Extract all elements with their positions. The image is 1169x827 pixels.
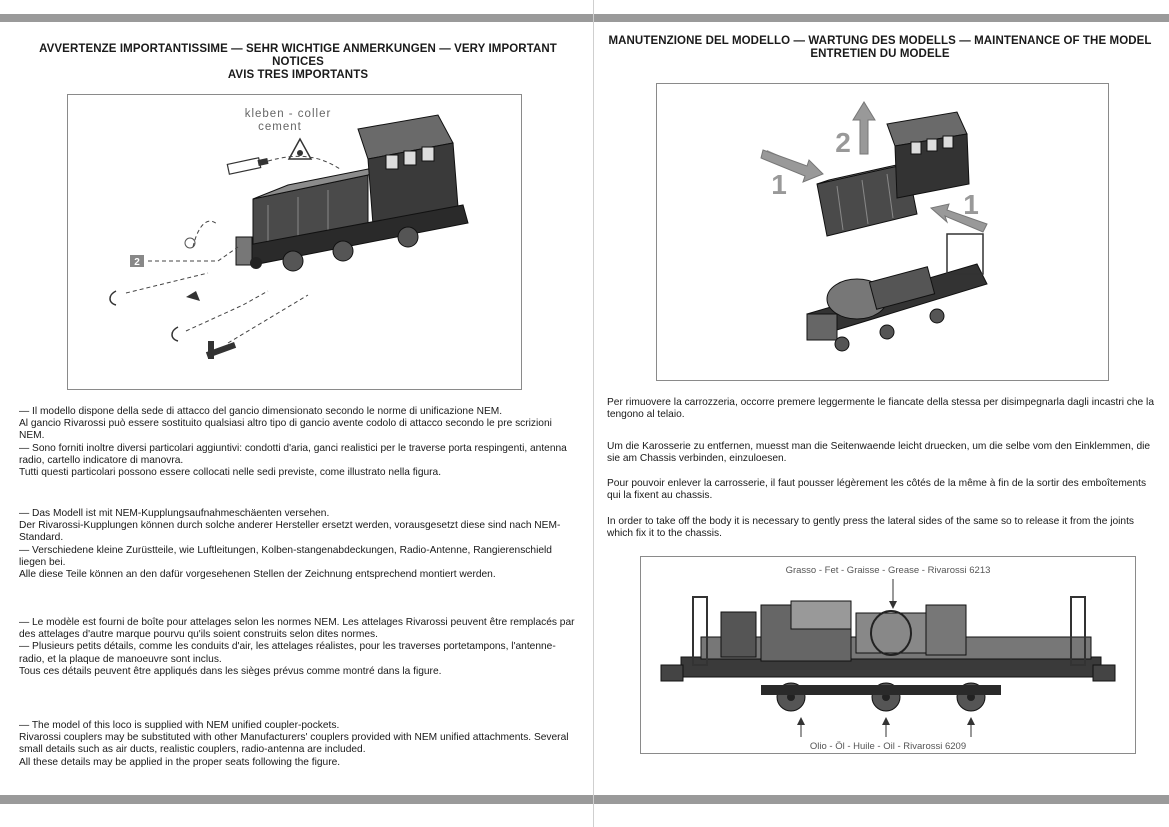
warning-triangle-icon — [289, 139, 311, 159]
left-page-title — [12, 43, 584, 82]
italian-notice-line: — Il modello dispone della sede di attacco del gancio dimensionato secondo le norme di unificazione NEM. — [19, 406, 503, 417]
italian-notice-line: — Sono forniti inoltre diversi particolari aggiuntivi: condotti d'aria, ganci realistici per le traverse porta respingenti, antenna radio, cartello indicatore di manovra. — [19, 442, 567, 466]
glue-label-line1: kleben - coller — [244, 108, 332, 120]
chassis-side-drawing — [661, 597, 1115, 711]
body-removal-figure — [656, 83, 1109, 381]
french-notice-line: — Le modèle est fourni de boîte pour attelages selon les normes NEM. Les attelages Rivarossi peuvent être remplacés par des attelages d'autre marque pourvu qu'ils soient construits selon dites normes. — [19, 617, 575, 641]
glue-label-line2: cement — [258, 121, 302, 133]
oil-label: Olio - Öl - Huile - Oil - Rivarossi 6209 — [809, 741, 967, 752]
english-maintenance-text: In order to take off the body it is necessary to gently press the lateral sides of the same so to release it from the joints which fix it to the chassis. — [607, 516, 1135, 540]
grease-label: Grasso - Fet - Graisse - Grease - Rivarossi 6213 — [785, 565, 991, 576]
realistic-coupler-icon — [206, 341, 236, 359]
english-notice — [19, 720, 579, 769]
italian-maintenance — [607, 397, 1160, 421]
german-maintenance — [607, 441, 1160, 465]
right-title-line2: ENTRETIEN DU MODELE — [810, 48, 950, 60]
oil-pointer-icons — [797, 717, 975, 737]
german-notice — [19, 508, 579, 581]
german-notice-line: — Das Modell ist mit NEM-Kupplungsaufnahmeschäenten versehen. — [19, 508, 330, 519]
step-1-label-left: 1 — [771, 169, 787, 200]
chassis-drawing — [807, 234, 987, 351]
glue-tube-icon — [227, 158, 268, 174]
french-maintenance-text: Pour pouvoir enlever la carrosserie, il faut pousser légèrement les côtés de la même à fin de la sortir des emboîtements qui la fixent au chassis. — [607, 478, 1147, 502]
english-notice-line: All these details may be applied in the proper seats following the figure. — [19, 756, 341, 768]
french-notice — [19, 617, 579, 678]
marker-2-label: 2 — [134, 257, 140, 268]
italian-maintenance-text: Per rimuovere la carrozzeria, occorre premere leggermente le fiancate della stessa per disimpegnarla dagli incastri che la tengono al telaio. — [607, 397, 1154, 421]
italian-notice-line: Tutti questi particolari possono essere collocati nelle sedi previste, come illustrato nella figura. — [19, 467, 442, 479]
step-2-label: 2 — [835, 127, 851, 158]
german-notice-line: Alle diese Teile können an den dafür vorgesehenen Stellen der Zeichnung entsprechend montiert werden. — [19, 569, 496, 581]
air-duct-icon-2 — [172, 327, 178, 341]
air-duct-icon — [110, 291, 116, 305]
french-notice-line: Tous ces détails peuvent être appliqués dans les sièges prévus comme montré dans la figure. — [19, 665, 442, 677]
english-notice-line: — The model of this loco is supplied with NEM unified coupler-pockets. — [19, 720, 340, 731]
grease-pointer-icon — [889, 579, 897, 609]
left-title-line1: AVVERTENZE IMPORTANTISSIME — SEHR WICHTIGE ANMERKUNGEN — VERY IMPORTANT NOTICES — [39, 43, 557, 68]
german-notice-line: Der Rivarossi-Kupplungen können durch solche anderer Hersteller ersetzt werden, vorausgesetzt diese sind nach NEM-Standard. — [19, 520, 561, 544]
french-notice-line: — Plusieurs petits détails, comme les conduits d'air, les attelages réalistes, pour les traverses portetampons, l'antenne-radio, et la plaque de manoeuvre sont inclus. — [19, 641, 556, 665]
french-maintenance — [607, 478, 1160, 502]
german-notice-line: — Verschiedene kleine Zurüstteile, wie Luftleitungen, Kolben-stangenabdeckungen, Radio-Antenne, Rangierenschield liegen bei. — [19, 544, 552, 568]
accessories-figure — [67, 94, 522, 390]
italian-notice-line: Al gancio Rivarossi può essere sostituito qualsiasi altro tipo di gancio avente codolo di attacco secondo le pre scrizioni NEM. — [19, 418, 552, 442]
locomotive-accessories-drawing — [68, 95, 521, 389]
lubrication-drawing — [641, 557, 1135, 753]
bottom-gray-band — [0, 795, 1169, 804]
top-gray-band — [0, 14, 1169, 22]
body-removal-drawing — [657, 84, 1108, 380]
english-maintenance — [607, 516, 1160, 540]
step-1-label-right: 1 — [963, 189, 979, 220]
lubrication-figure — [640, 556, 1136, 754]
german-maintenance-text: Um die Karosserie zu entfernen, muesst man die Seitenwaende leicht druecken, um die selbe vom den Einklemmen, die sie am Chassis verbinden, einzuloesen. — [607, 441, 1151, 465]
right-page-title — [602, 35, 1158, 61]
right-title-line1: MANUTENZIONE DEL MODELLO — WARTUNG DES MODELLS — MAINTENANCE OF THE MODEL — [608, 35, 1152, 47]
arrow-up-icon — [853, 102, 875, 154]
english-notice-line: Rivarossi couplers may be substituted with other Manufacturers' couplers provided with NEM unified attachments. Several small details such as air ducts, realistic couplers, radio-antenna are included. — [19, 732, 569, 756]
page-fold — [593, 0, 594, 827]
italian-notice — [19, 406, 579, 479]
left-title-line2: AVIS TRES IMPORTANTS — [227, 69, 369, 81]
locomotive-drawing — [236, 115, 468, 271]
small-coupler-icon — [186, 291, 200, 301]
